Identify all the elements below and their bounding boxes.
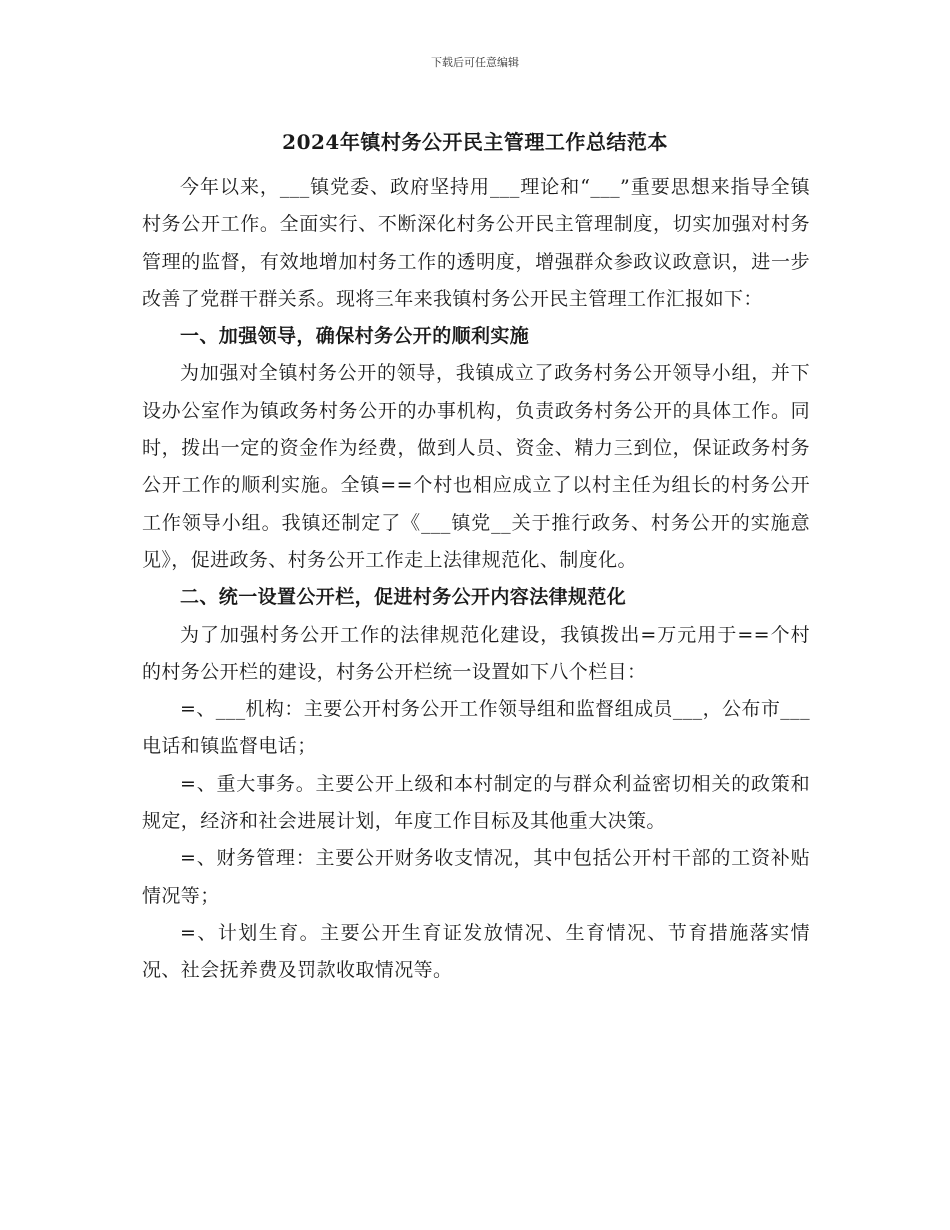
list-item-family-planning: =、计划生育。主要公开生育证发放情况、生育情况、节育措施落实情况、社会抚养费及罚款收取情况等。 (142, 921, 810, 982)
section-heading-1: 一、加强领导，确保村务公开的顺利实施 (180, 325, 530, 348)
intro-paragraph: 今年以来，___镇党委、政府坚持用___理论和“___”重要思想来指导全镇村务公开工作。全面实行、不断深化村务公开民主管理制度，切实加强对村务管理的监督，有效地增加村务工作的透明度，增强群众参政议政意识，进一步改善了党群干群关系。现将三年来我镇村务公开民主管理工作汇报如下： (142, 176, 810, 310)
header-note: 下载后可任意编辑 (431, 56, 519, 69)
section-heading-2: 二、统一设置公开栏，促进村务公开内容法律规范化 (180, 586, 627, 609)
document-body (142, 169, 810, 990)
section-1-paragraph: 为加强对全镇村务公开的领导，我镇成立了政务村务公开领导小组，并下设办公室作为镇政务村务公开的办事机构，负责政务村务公开的具体工作。同时，拨出一定的资金作为经费，做到人员、资金、精力三到位，保证政务村务公开工作的顺利实施。全镇==个村也相应成立了以村主任为组长的村务公开工作领导小组。我镇还制定了《___镇党__关于推行政务、村务公开的实施意见》，促进政务、村务公开工作走上法律规范化、制度化。 (142, 362, 810, 571)
section-2-paragraph: 为了加强村务公开工作的法律规范化建设，我镇拨出=万元用于==个村的村务公开栏的建设，村务公开栏统一设置如下八个栏目： (142, 623, 810, 683)
document-title: 2024年镇村务公开民主管理工作总结范本 (282, 130, 668, 154)
list-item-finance: =、财务管理：主要公开财务收支情况，其中包括公开村干部的工资补贴情况等； (142, 847, 810, 907)
list-item-organization: =、___机构：主要公开村务公开工作领导组和监督组成员___，公布市___电话和镇监督电话； (142, 698, 810, 758)
list-item-major-affairs: =、重大事务。主要公开上级和本村制定的与群众利益密切相关的政策和规定，经济和社会进展计划，年度工作目标及其他重大决策。 (142, 772, 810, 833)
